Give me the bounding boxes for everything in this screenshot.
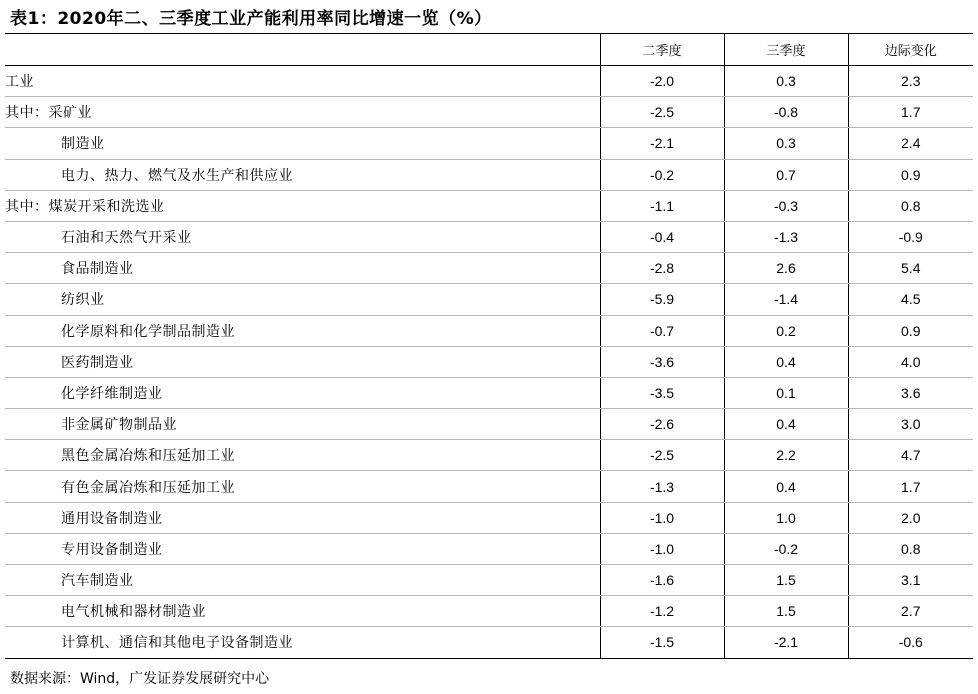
marginal-change-value: 0.9 bbox=[848, 159, 973, 190]
q3-value: -1.3 bbox=[724, 221, 848, 252]
q3-value: -2.1 bbox=[724, 627, 848, 658]
table-row bbox=[5, 284, 973, 315]
q3-value: 0.2 bbox=[724, 315, 848, 346]
q3-value: 0.1 bbox=[724, 377, 848, 408]
q2-value: -2.5 bbox=[600, 97, 724, 128]
q3-value: 0.7 bbox=[724, 159, 848, 190]
industry-name: 计算机、通信和其他电子设备制造业 bbox=[5, 627, 600, 658]
q2-value: -2.5 bbox=[600, 440, 724, 471]
q3-value: 1.0 bbox=[724, 502, 848, 533]
header-row bbox=[5, 34, 973, 66]
q3-value: -0.3 bbox=[724, 190, 848, 221]
table-row bbox=[5, 565, 973, 596]
marginal-change-value: 2.4 bbox=[848, 128, 973, 159]
q2-value: -5.9 bbox=[600, 284, 724, 315]
marginal-change-value: 1.7 bbox=[848, 471, 973, 502]
q2-value: -0.2 bbox=[600, 159, 724, 190]
industry-name: 非金属矿物制品业 bbox=[5, 409, 600, 440]
table-row bbox=[5, 533, 973, 564]
industry-name: 化学纤维制造业 bbox=[5, 377, 600, 408]
header-q2: 二季度 bbox=[600, 34, 724, 66]
q3-value: 2.6 bbox=[724, 253, 848, 284]
header-q3: 三季度 bbox=[724, 34, 848, 66]
industry-name: 工业 bbox=[5, 66, 600, 97]
q3-value: 1.5 bbox=[724, 596, 848, 627]
marginal-change-value: 0.9 bbox=[848, 315, 973, 346]
q3-value: 0.4 bbox=[724, 471, 848, 502]
q2-value: -2.6 bbox=[600, 409, 724, 440]
marginal-change-value: 4.5 bbox=[848, 284, 973, 315]
table-row bbox=[5, 159, 973, 190]
table-row bbox=[5, 471, 973, 502]
industry-name: 食品制造业 bbox=[5, 253, 600, 284]
industry-name: 汽车制造业 bbox=[5, 565, 600, 596]
table-row bbox=[5, 128, 973, 159]
industry-name: 石油和天然气开采业 bbox=[5, 221, 600, 252]
table-row bbox=[5, 66, 973, 97]
marginal-change-value: 4.0 bbox=[848, 346, 973, 377]
q3-value: 1.5 bbox=[724, 565, 848, 596]
industry-name: 黑色金属冶炼和压延加工业 bbox=[5, 440, 600, 471]
marginal-change-value: 3.1 bbox=[848, 565, 973, 596]
q2-value: -1.2 bbox=[600, 596, 724, 627]
q3-value: 0.4 bbox=[724, 409, 848, 440]
header-industry bbox=[5, 34, 600, 66]
q2-value: -1.1 bbox=[600, 190, 724, 221]
industry-name: 其中：采矿业 bbox=[5, 97, 600, 128]
q3-value: -0.2 bbox=[724, 533, 848, 564]
marginal-change-value: 3.0 bbox=[848, 409, 973, 440]
marginal-change-value: -0.6 bbox=[848, 627, 973, 658]
table-row bbox=[5, 346, 973, 377]
marginal-change-value: 5.4 bbox=[848, 253, 973, 284]
industry-name: 纺织业 bbox=[5, 284, 600, 315]
table-row bbox=[5, 596, 973, 627]
marginal-change-value: 0.8 bbox=[848, 190, 973, 221]
q2-value: -3.6 bbox=[600, 346, 724, 377]
q2-value: -1.5 bbox=[600, 627, 724, 658]
marginal-change-value: 2.0 bbox=[848, 502, 973, 533]
q2-value: -2.0 bbox=[600, 66, 724, 97]
table-row bbox=[5, 221, 973, 252]
industry-name: 其中：煤炭开采和洗选业 bbox=[5, 190, 600, 221]
q3-value: 0.3 bbox=[724, 66, 848, 97]
q3-value: 2.2 bbox=[724, 440, 848, 471]
q3-value: -0.8 bbox=[724, 97, 848, 128]
q3-value: -1.4 bbox=[724, 284, 848, 315]
industry-name: 通用设备制造业 bbox=[5, 502, 600, 533]
table-row bbox=[5, 502, 973, 533]
data-source-note: 数据来源：Wind，广发证券发展研究中心 bbox=[10, 671, 270, 687]
q2-value: -1.3 bbox=[600, 471, 724, 502]
marginal-change-value: -0.9 bbox=[848, 221, 973, 252]
industry-name: 有色金属冶炼和压延加工业 bbox=[5, 471, 600, 502]
marginal-change-value: 3.6 bbox=[848, 377, 973, 408]
table-row bbox=[5, 190, 973, 221]
industry-name: 电气机械和器材制造业 bbox=[5, 596, 600, 627]
q2-value: -1.6 bbox=[600, 565, 724, 596]
marginal-change-value: 0.8 bbox=[848, 533, 973, 564]
industry-name: 化学原料和化学制品制造业 bbox=[5, 315, 600, 346]
q3-value: 0.4 bbox=[724, 346, 848, 377]
table-row bbox=[5, 97, 973, 128]
table-title: 表1：2020年二、三季度工业产能利用率同比增速一览（%） bbox=[10, 9, 492, 29]
q2-value: -2.8 bbox=[600, 253, 724, 284]
capacity-utilization-table bbox=[5, 33, 973, 659]
q2-value: -2.1 bbox=[600, 128, 724, 159]
table-row bbox=[5, 253, 973, 284]
marginal-change-value: 2.7 bbox=[848, 596, 973, 627]
q2-value: -1.0 bbox=[600, 502, 724, 533]
industry-name: 制造业 bbox=[5, 128, 600, 159]
industry-name: 电力、热力、燃气及水生产和供应业 bbox=[5, 159, 600, 190]
header-marginal-change: 边际变化 bbox=[848, 34, 973, 66]
marginal-change-value: 2.3 bbox=[848, 66, 973, 97]
q2-value: -1.0 bbox=[600, 533, 724, 564]
industry-name: 医药制造业 bbox=[5, 346, 600, 377]
table-row bbox=[5, 440, 973, 471]
table-row bbox=[5, 315, 973, 346]
marginal-change-value: 1.7 bbox=[848, 97, 973, 128]
q2-value: -0.7 bbox=[600, 315, 724, 346]
q2-value: -3.5 bbox=[600, 377, 724, 408]
q3-value: 0.3 bbox=[724, 128, 848, 159]
table-row bbox=[5, 377, 973, 408]
q2-value: -0.4 bbox=[600, 221, 724, 252]
table-row bbox=[5, 409, 973, 440]
marginal-change-value: 4.7 bbox=[848, 440, 973, 471]
table-row bbox=[5, 627, 973, 658]
industry-name: 专用设备制造业 bbox=[5, 533, 600, 564]
